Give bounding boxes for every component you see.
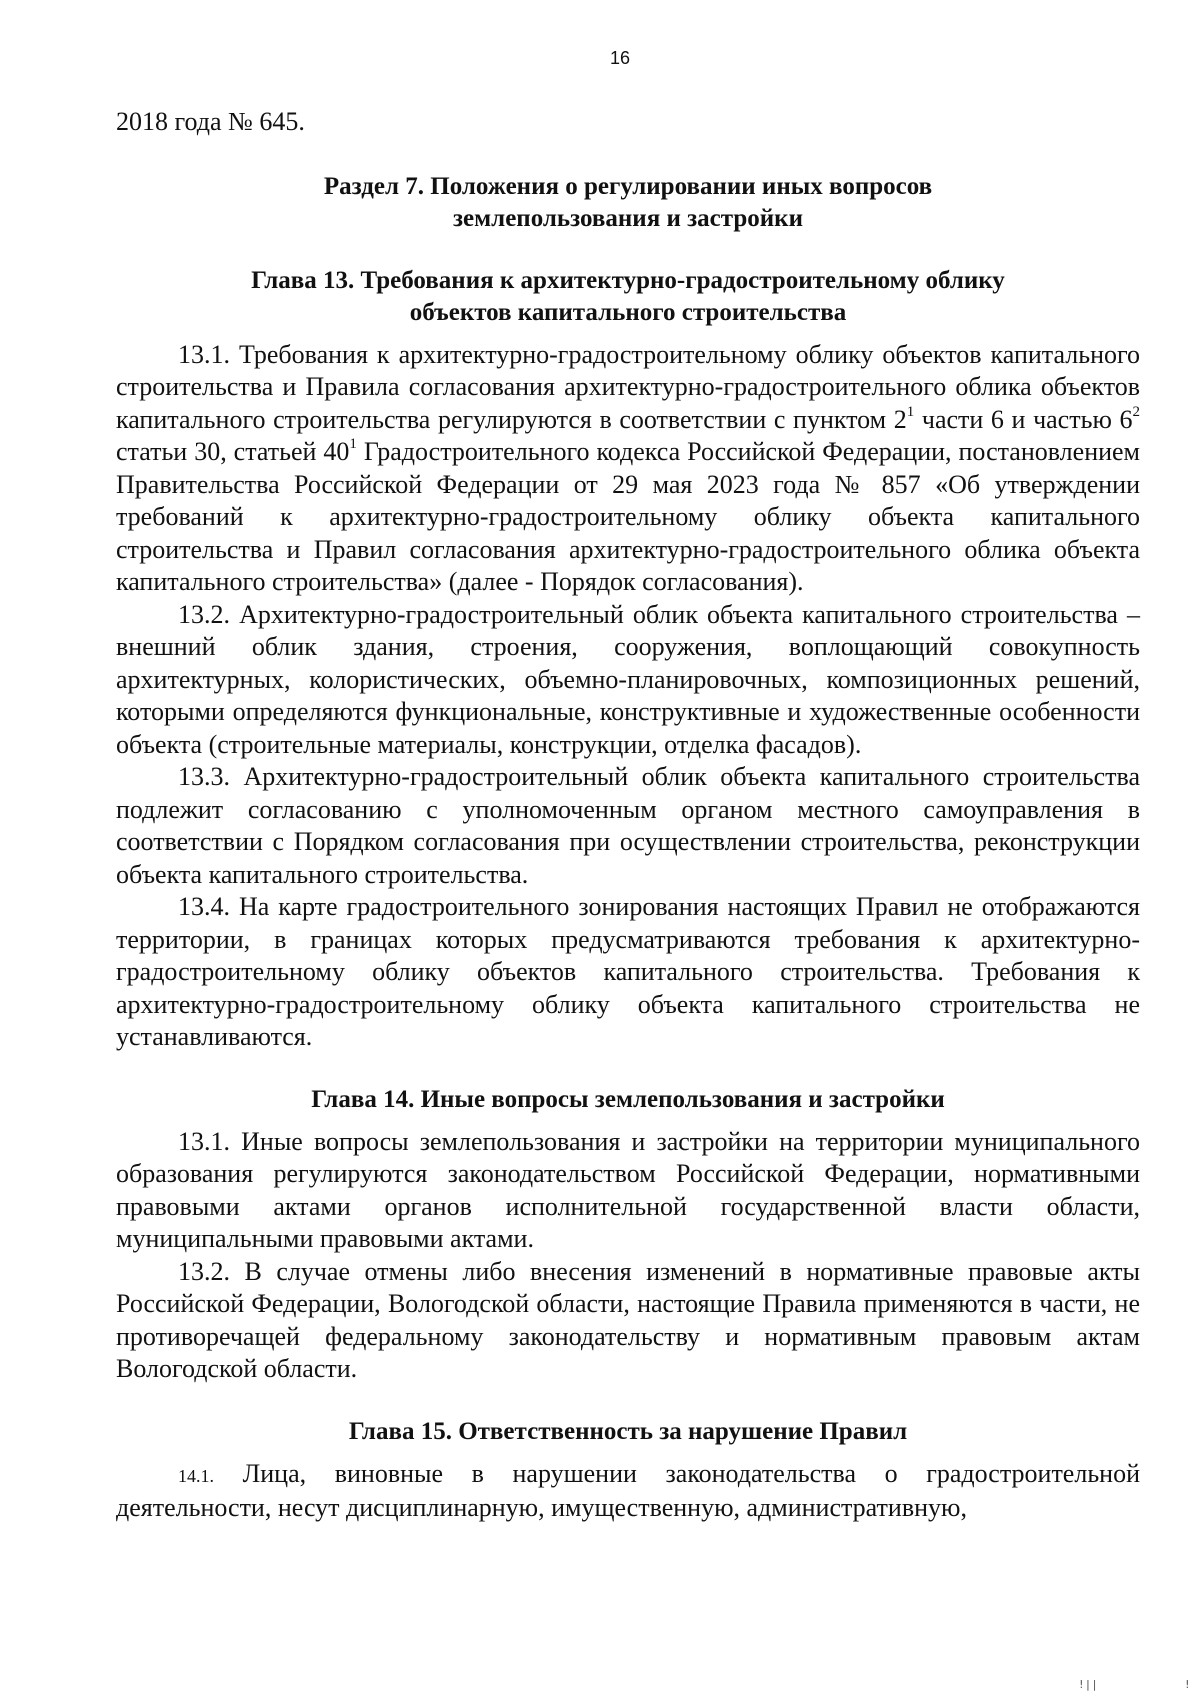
scan-artifact-mark-right: !: [1184, 1678, 1191, 1691]
page-number: 16: [609, 48, 631, 68]
superscript-2: 2: [1132, 403, 1140, 420]
paragraph-13-1: [116, 339, 1140, 599]
paragraph-13-3: 13.3. Архитектурно-градостроительный облик объекта капитального строительства подлежит согласованию с уполномоченным органом местного самоуправления в соответствии с Порядком согласования при осуществлении строительства, реконструкции объекта капитального строительства.: [116, 762, 1140, 889]
chapter-13-title-line-1: Глава 13. Требования к архитектурно-градостроительному облику: [251, 266, 1005, 294]
paragraph-14-first: 13.1. Иные вопросы землепользования и застройки на территории муниципального образования регулируются законодательством Российской Федерации, нормативными правовыми актами органов исполнительной государственной власти области, муниципальными правовыми актами.: [116, 1126, 1140, 1253]
chapter-13-title-line-2: объектов капитального строительства: [409, 298, 847, 326]
section-title: [116, 171, 1140, 235]
paragraph-13-1-part-d: Градостроительного кодекса Российской Федерации, постановлением Правительства Российской Федерации от 29 мая 2023 года № 857 «Об утверждении требований к архитектурно-градостроительному облику объекта капитального строительства и Правил согласования архитектурно-градостроительного облика объекта капитального строительства» (далее - Порядок согласования).: [116, 437, 1141, 596]
continued-text-fragment: 2018 года № 645.: [116, 107, 305, 136]
section-title-line-1: Раздел 7. Положения о регулировании иных вопросов: [323, 172, 933, 200]
chapter-14-title: [116, 1084, 1140, 1116]
paragraph-13-2: 13.2. Архитектурно-градостроительный облик объекта капитального строительства – внешний облик здания, строения, сооружения, воплощающий совокупность архитектурных, колористических, объемно-планировочных, композиционных решений, которыми определяются функциональные, конструктивные и художественные особенности объекта (строительные материалы, конструкции, отделка фасадов).: [116, 599, 1140, 759]
paragraph-15-1-text: Лица, виновные в нарушении законодательства о градостроительной деятельности, несут дисциплинарную, имущественную, административную,: [116, 1458, 1140, 1522]
paragraph-15-1-number: 14.1.: [178, 1465, 214, 1486]
chapter-14-title-line: Глава 14. Иные вопросы землепользования и застройки: [311, 1085, 945, 1113]
paragraph-13-1-part-b: части 6 и частью 6: [914, 404, 1133, 434]
paragraph-15-1: [116, 1458, 1140, 1525]
paragraph-13-1-part-a: 13.1. Требования к архитектурно-градостроительному облику объектов капитального строительства и Правила согласования архитектурно-градостроительного облика объектов капитального строительства регулируются в соответствии с пунктом 2: [116, 339, 1140, 434]
superscript-1: 1: [906, 403, 915, 420]
scan-artifact-mark: !||: [1078, 1678, 1098, 1691]
paragraph-13-1-part-c: статьи 30, статьей 40: [116, 437, 350, 466]
superscript-3: 1: [349, 436, 357, 452]
chapter-13-title: [116, 265, 1140, 329]
paragraph-14-second: 13.2. В случае отмены либо внесения изменений в нормативные правовые акты Российской Федерации, Вологодской области, настоящие Правила применяются в части, не противоречащей федеральному законодательству и нормативным правовым актам Вологодской области.: [116, 1256, 1140, 1383]
chapter-15-title-line: Глава 15. Ответственность за нарушение Правил: [348, 1417, 908, 1445]
paragraph-13-4: 13.4. На карте градостроительного зонирования настоящих Правил не отображаются территории, в границах которых предусматриваются требования к архитектурно-градостроительному облику объектов капитального строительства. Требования к архитектурно-градостроительному облику объекта капитального строительства не устанавливаются.: [116, 892, 1140, 1051]
section-title-line-2: землепользования и застройки: [453, 204, 803, 232]
chapter-15-title: [116, 1416, 1140, 1448]
document-body: [116, 106, 1140, 1525]
